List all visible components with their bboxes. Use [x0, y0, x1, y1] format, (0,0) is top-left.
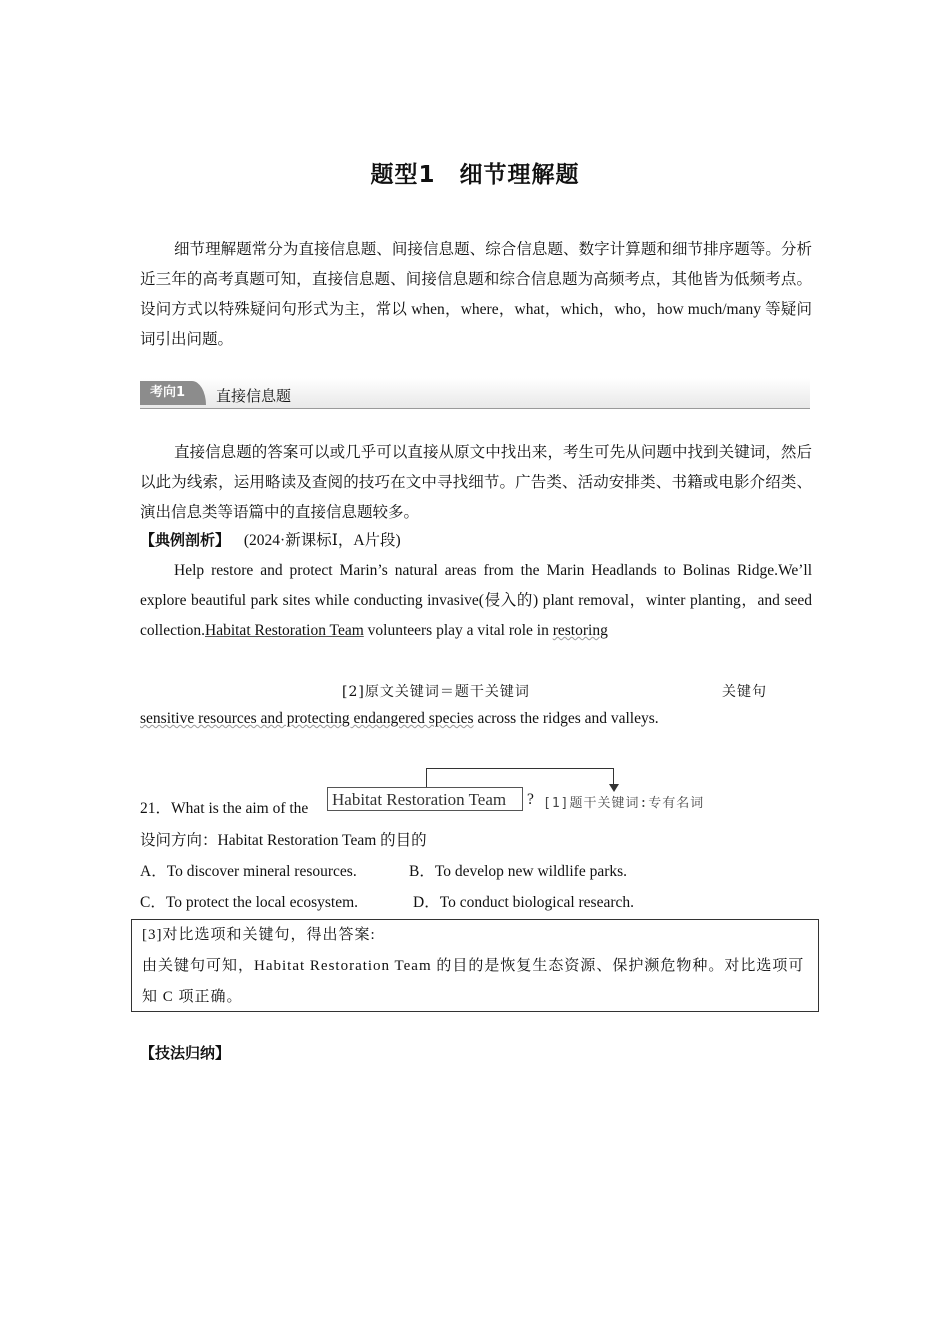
section-description: 直接信息题的答案可以或几乎可以直接从原文中找出来，考生可先从问题中找到关键词，然后以此为线索，运用略读及查阅的技巧在文中寻找细节。广告类、活动安排类、书籍或电影介绍类、演出信息类等语篇中的直接信息题较多。: [140, 444, 812, 521]
example-label: 【典例剖析】: [140, 531, 231, 549]
option-d: D．To conduct biological research.: [413, 894, 635, 911]
skills-label: 【技法归纳】: [140, 1044, 231, 1062]
passage-continuation: [140, 710, 659, 728]
link-line: [426, 768, 614, 769]
annotation-keyword-match: [2]原文关键词＝题干关键词: [342, 684, 530, 700]
annotation-question-keyword: [1]题干关键词:专有名词: [543, 796, 705, 811]
section-name: 直接信息题: [216, 387, 292, 405]
example-source: (2024·新课标Ⅰ，A片段): [243, 532, 401, 549]
answer-box: [131, 919, 819, 1012]
passage-text-e: across the ridges and valleys.: [473, 710, 659, 727]
option-a: A．To discover mineral resources.: [140, 863, 357, 880]
passage-keyword: Habitat Restoration Team: [205, 622, 364, 639]
answer-text: 由关键句可知，Habitat Restoration Team 的目的是恢复生态资源、保护濒危物种。对比选项可知 C 项正确。: [142, 958, 805, 1005]
option-b: B．To develop new wildlife parks.: [409, 863, 628, 880]
section-header: [140, 378, 810, 409]
question-prefix: 21．What is the aim of the: [140, 800, 309, 817]
section-badge: 考向1: [140, 381, 206, 405]
link-line: [426, 768, 427, 787]
passage-text-a: Help restore and protect Marin’s natural areas from the Marin Headlands to Bolinas Ridge.We’ll explore beautiful park sites while conducting invasive(侵入的) plant removal，winter planting，and seed collection.: [140, 562, 812, 639]
passage-key-sentence-start: restoring: [552, 622, 608, 639]
answer-step: [3]对比选项和关键句，得出答案:: [142, 927, 376, 943]
annotation-key-sentence: 关键句: [722, 684, 767, 700]
passage-text-b: volunteers play a vital role in: [363, 622, 553, 639]
arrow-icon: [609, 784, 619, 792]
question-keyword-box: Habitat Restoration Team: [327, 787, 523, 811]
question-direction: 设问方向：Habitat Restoration Team 的目的: [140, 832, 427, 849]
intro-paragraph: 细节理解题常分为直接信息题、间接信息题、综合信息题、数字计算题和细节排序题等。分析近三年的高考真题可知，直接信息题、间接信息题和综合信息题为高频考点，其他皆为低频考点。设问方式以特殊疑问句形式为主，常以 when，where，what，which，who，how much/many 等疑问词引出问题。: [140, 241, 812, 348]
question-mark: ?: [527, 791, 534, 808]
option-c: C．To protect the local ecosystem.: [140, 894, 359, 911]
example-header: [140, 528, 401, 550]
example-passage: [140, 556, 812, 646]
passage-key-sentence-end: sensitive resources and protecting endangered species: [140, 710, 474, 727]
page-title: 题型1 细节理解题: [370, 162, 580, 188]
